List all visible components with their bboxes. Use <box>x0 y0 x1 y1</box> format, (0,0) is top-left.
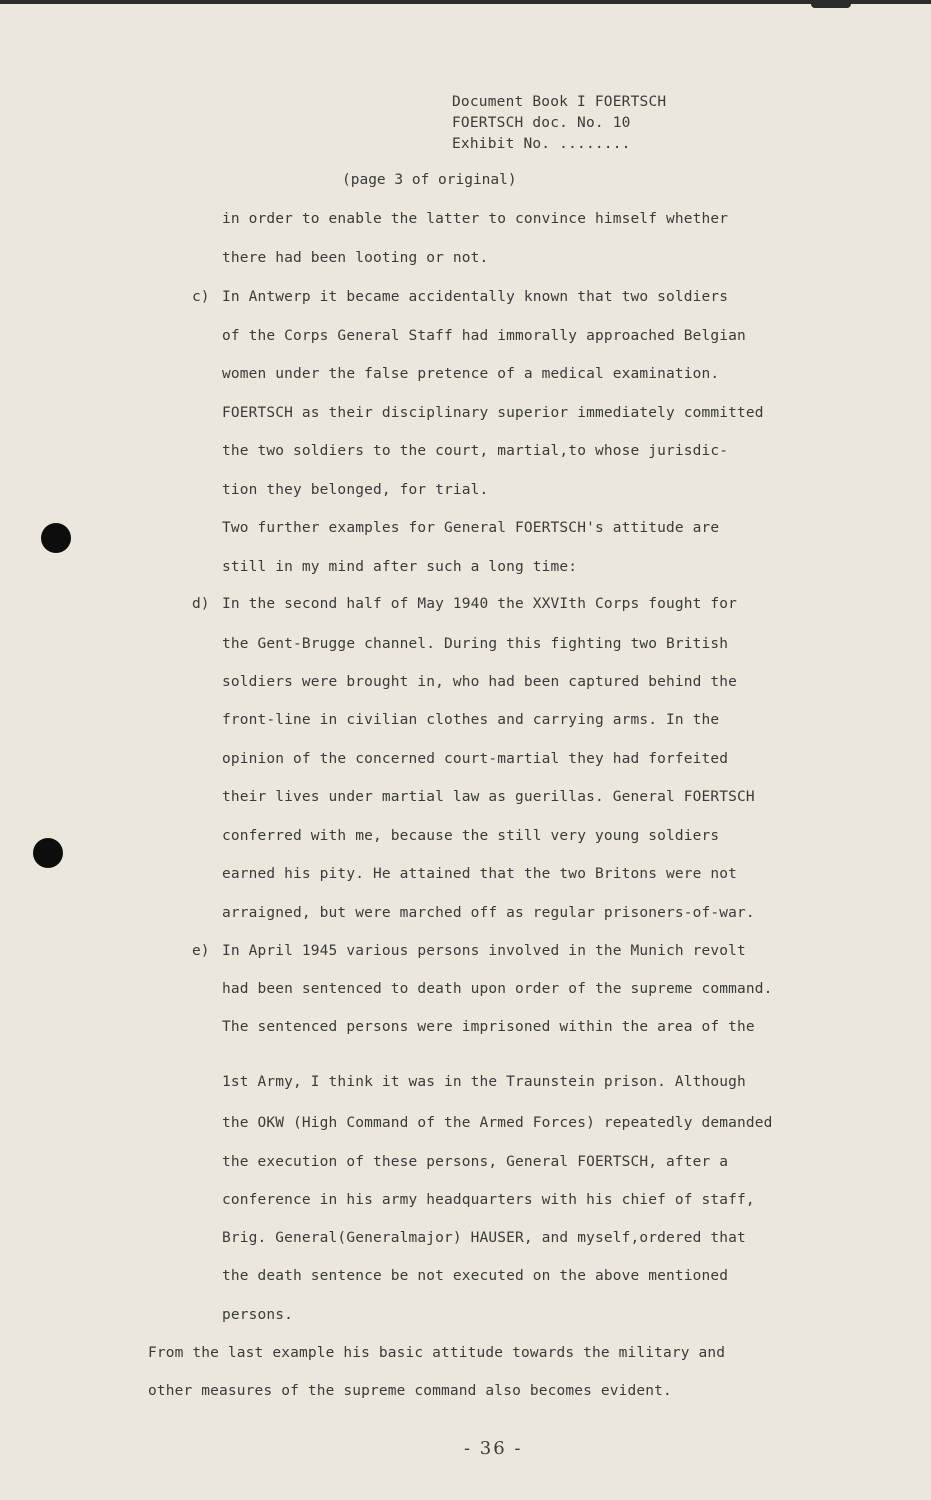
punch-hole-lower <box>33 838 63 868</box>
closing-line: From the last example his basic attitude towards the military and <box>148 1345 726 1361</box>
document-header <box>452 92 666 155</box>
scan-top-edge <box>0 0 931 4</box>
item-d-line: their lives under martial law as guerillas. General FOERTSCH <box>222 789 755 805</box>
item-e-line: the OKW (High Command of the Armed Forces) repeatedly demanded <box>222 1115 773 1131</box>
item-e-line: the death sentence be not executed on the above mentioned <box>222 1268 729 1284</box>
item-c-line: women under the false pretence of a medical examination. <box>222 366 720 382</box>
item-c-line: the two soldiers to the court, martial,to whose jurisdic- <box>222 443 729 459</box>
item-c-label: c) <box>192 289 210 305</box>
item-e-line: 1st Army, I think it was in the Traunstein prison. Although <box>222 1074 746 1090</box>
item-d-line: opinion of the concerned court-martial they had forfeited <box>222 751 729 767</box>
header-exhibit-number: Exhibit No. ........ <box>452 136 631 152</box>
scan-top-mark <box>811 0 851 8</box>
item-e-line: The sentenced persons were imprisoned within the area of the <box>222 1019 755 1035</box>
item-d-line: soldiers were brought in, who had been captured behind the <box>222 674 738 690</box>
item-e-line: Brig. General(Generalmajor) HAUSER, and myself,ordered that <box>222 1230 746 1246</box>
item-d-line: the Gent-Brugge channel. During this fighting two British <box>222 636 729 652</box>
item-e-line: conference in his army headquarters with his chief of staff, <box>222 1192 755 1208</box>
item-c-line: tion they belonged, for trial. <box>222 482 489 498</box>
header-document-book: Document Book I FOERTSCH <box>452 94 667 110</box>
body-line: in order to enable the latter to convince himself whether <box>222 211 729 227</box>
item-e-line: the execution of these persons, General FOERTSCH, after a <box>222 1154 729 1170</box>
body-line: Two further examples for General FOERTSCH's attitude are <box>222 520 720 536</box>
item-d-line: conferred with me, because the still very young soldiers <box>222 828 720 844</box>
item-c-line: In Antwerp it became accidentally known that two soldiers <box>222 289 729 305</box>
item-d-label: d) <box>192 596 210 612</box>
item-d-line: earned his pity. He attained that the two Britons were not <box>222 866 738 882</box>
original-page-reference: (page 3 of original) <box>342 172 517 188</box>
body-line: still in my mind after such a long time: <box>222 559 578 575</box>
page-number: - 36 - <box>464 1438 523 1459</box>
item-d-line: arraigned, but were marched off as regular prisoners-of-war. <box>222 905 755 921</box>
item-e-line: In April 1945 various persons involved in the Munich revolt <box>222 943 746 959</box>
body-line: there had been looting or not. <box>222 250 489 266</box>
header-doc-number: FOERTSCH doc. No. 10 <box>452 115 631 131</box>
item-d-line: In the second half of May 1940 the XXVIth Corps fought for <box>222 596 738 612</box>
item-e-label: e) <box>192 943 210 959</box>
closing-line: other measures of the supreme command also becomes evident. <box>148 1383 672 1399</box>
item-d-line: front-line in civilian clothes and carrying arms. In the <box>222 712 720 728</box>
punch-hole-upper <box>41 523 71 553</box>
item-c-line: FOERTSCH as their disciplinary superior immediately committed <box>222 405 764 421</box>
item-e-line: persons. <box>222 1307 294 1323</box>
item-e-line: had been sentenced to death upon order of the supreme command. <box>222 981 773 997</box>
item-c-line: of the Corps General Staff had immorally approached Belgian <box>222 328 746 344</box>
